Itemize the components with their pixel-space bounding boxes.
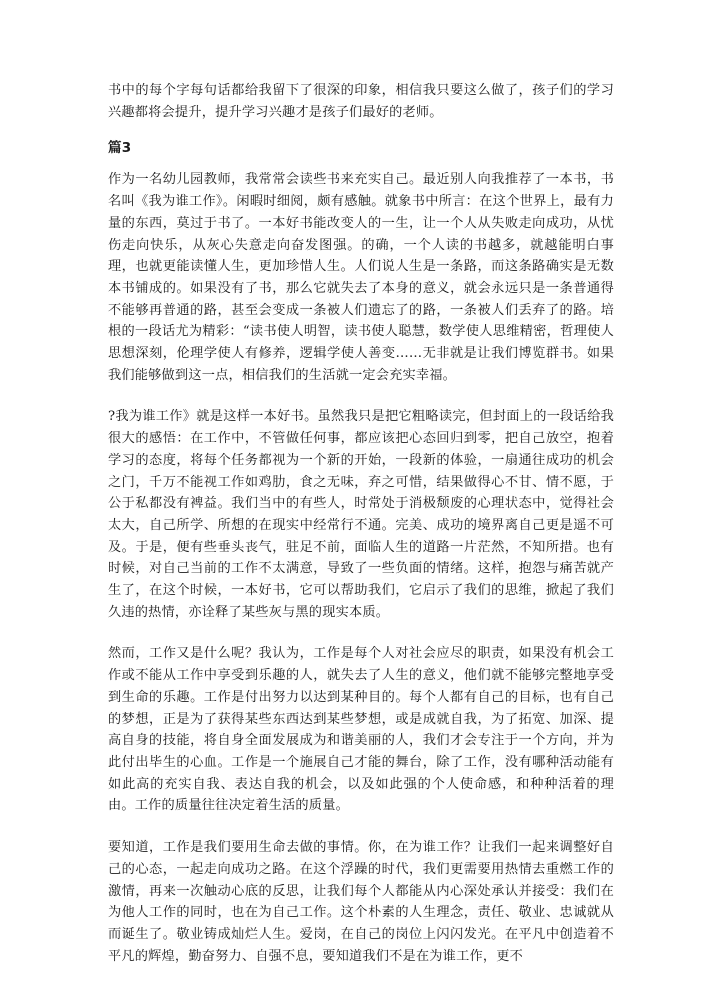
paragraph-2: ?我为谁工作》就是这样一本好书。虽然我只是把它粗略读完，但封面上的一段话给我很大的感悟：在工作中，不管做任何事，都应该把心态回归到零，把自己放空，抱着学习的态度，将每个任务都视为一个新的开始，一段新的体验，一扇通往成功的机会之门，千万不能视工作如鸡肋，食之无味，弃之可惜，结果做得心不甘、情不愿，于公于私都没有裨益。我们当中的有些人，时常处于消极颓废的心理状态中，觉得社会太大，自己所学、所想的在现实中经常行不通。完美、成功的境界离自己更是遥不可及。于是，便有些垂头丧气，驻足不前，面临人生的道路一片茫然，不知所措。也有时候，对自己当前的工作不太满意，导致了一些负面的情绪。这样，抱怨与痛苦就产生了，在这个时候，一本好书，它可以帮助我们，它启示了我们的思维，掀起了我们久违的热情，亦诠释了某些灰与黑的现实本质。 <box>108 409 614 620</box>
paragraph-3: 然而，工作又是什么呢？我认为，工作是每个人对社会应尽的职责，如果没有机会工作或不能从工作中享受到乐趣的人，就失去了人生的意义，他们就不能够完整地享受到生命的乐趣。工作是付出努力以达到某种目的。每个人都有自己的目标，也有自己的梦想，正是为了获得某些东西达到某些梦想，或是成就自我，为了拓宽、加深、提高自身的技能，将自身全面发展成为和谐美丽的人，我们才会专注于一个方向，并为此付出毕生的心血。工作是一个施展自己才能的舞台，除了工作，没有哪种活动能有如此高的充实自我、表达自我的机会，以及如此强的个人使命感，和种种活着的理由。工作的质量往往决定着生活的质量。 <box>108 646 614 814</box>
paragraph-intro: 书中的每个字每句话都给我留下了很深的印象，相信我只要这么做了，孩子们的学习兴趣都将会提升，提升学习兴趣才是孩子们最好的老师。 <box>108 83 614 120</box>
paragraph-1: 作为一名幼儿园教师，我常常会读些书来充实自己。最近别人向我推荐了一本书，书名叫《我为谁工作》。闲暇时细阅，颇有感触。就象书中所言：在这个世界上，最有力量的东西，莫过于书了。一本好书能改变人的一生，让一个人从失败走向成功，从忧伤走向快乐，从灰心失意走向奋发图强。的确，一个人读的书越多，就越能明白事理，也就更能读懂人生，更加珍惜人生。人们说人生是一条路，而这条路确实是无数本书铺成的。如果没有了书，那么它就失去了本身的意义，就会永远只是一条普通得不能够再普通的路，甚至会变成一条被人们遗忘了的路，一条被人们丢弃了的路。培根的一段话尤为精彩：“读书使人明智，读书使人聪慧，数学使人思维精密，哲理使人思想深刻，伦理学使人有修养，逻辑学使人善变……无非就是让我们博览群书。如果我们能够做到这一点，相信我们的生活就一定会充实幸福。 <box>108 172 614 383</box>
paragraph-4: 要知道，工作是我们要用生命去做的事情。你，在为谁工作？让我们一起来调整好自己的心态，一起走向成功之路。在这个浮躁的时代，我们更需要用热情去重燃工作的激情，再来一次触动心底的反思，让我们每个人都能从内心深处承认并接受：我们在为他人工作的同时，也在为自己工作。这个朴素的人生理念，责任、敬业、忠诚就从而诞生了。敬业铸成灿烂人生。爱岗，在自己的岗位上闪闪发光。在平凡中创造着不平凡的辉煌，勤奋努力、自强不息，要知道我们不是在为谁工作，更不 <box>108 840 614 964</box>
document-page <box>108 80 614 987</box>
section-heading: 篇3 <box>108 140 132 157</box>
